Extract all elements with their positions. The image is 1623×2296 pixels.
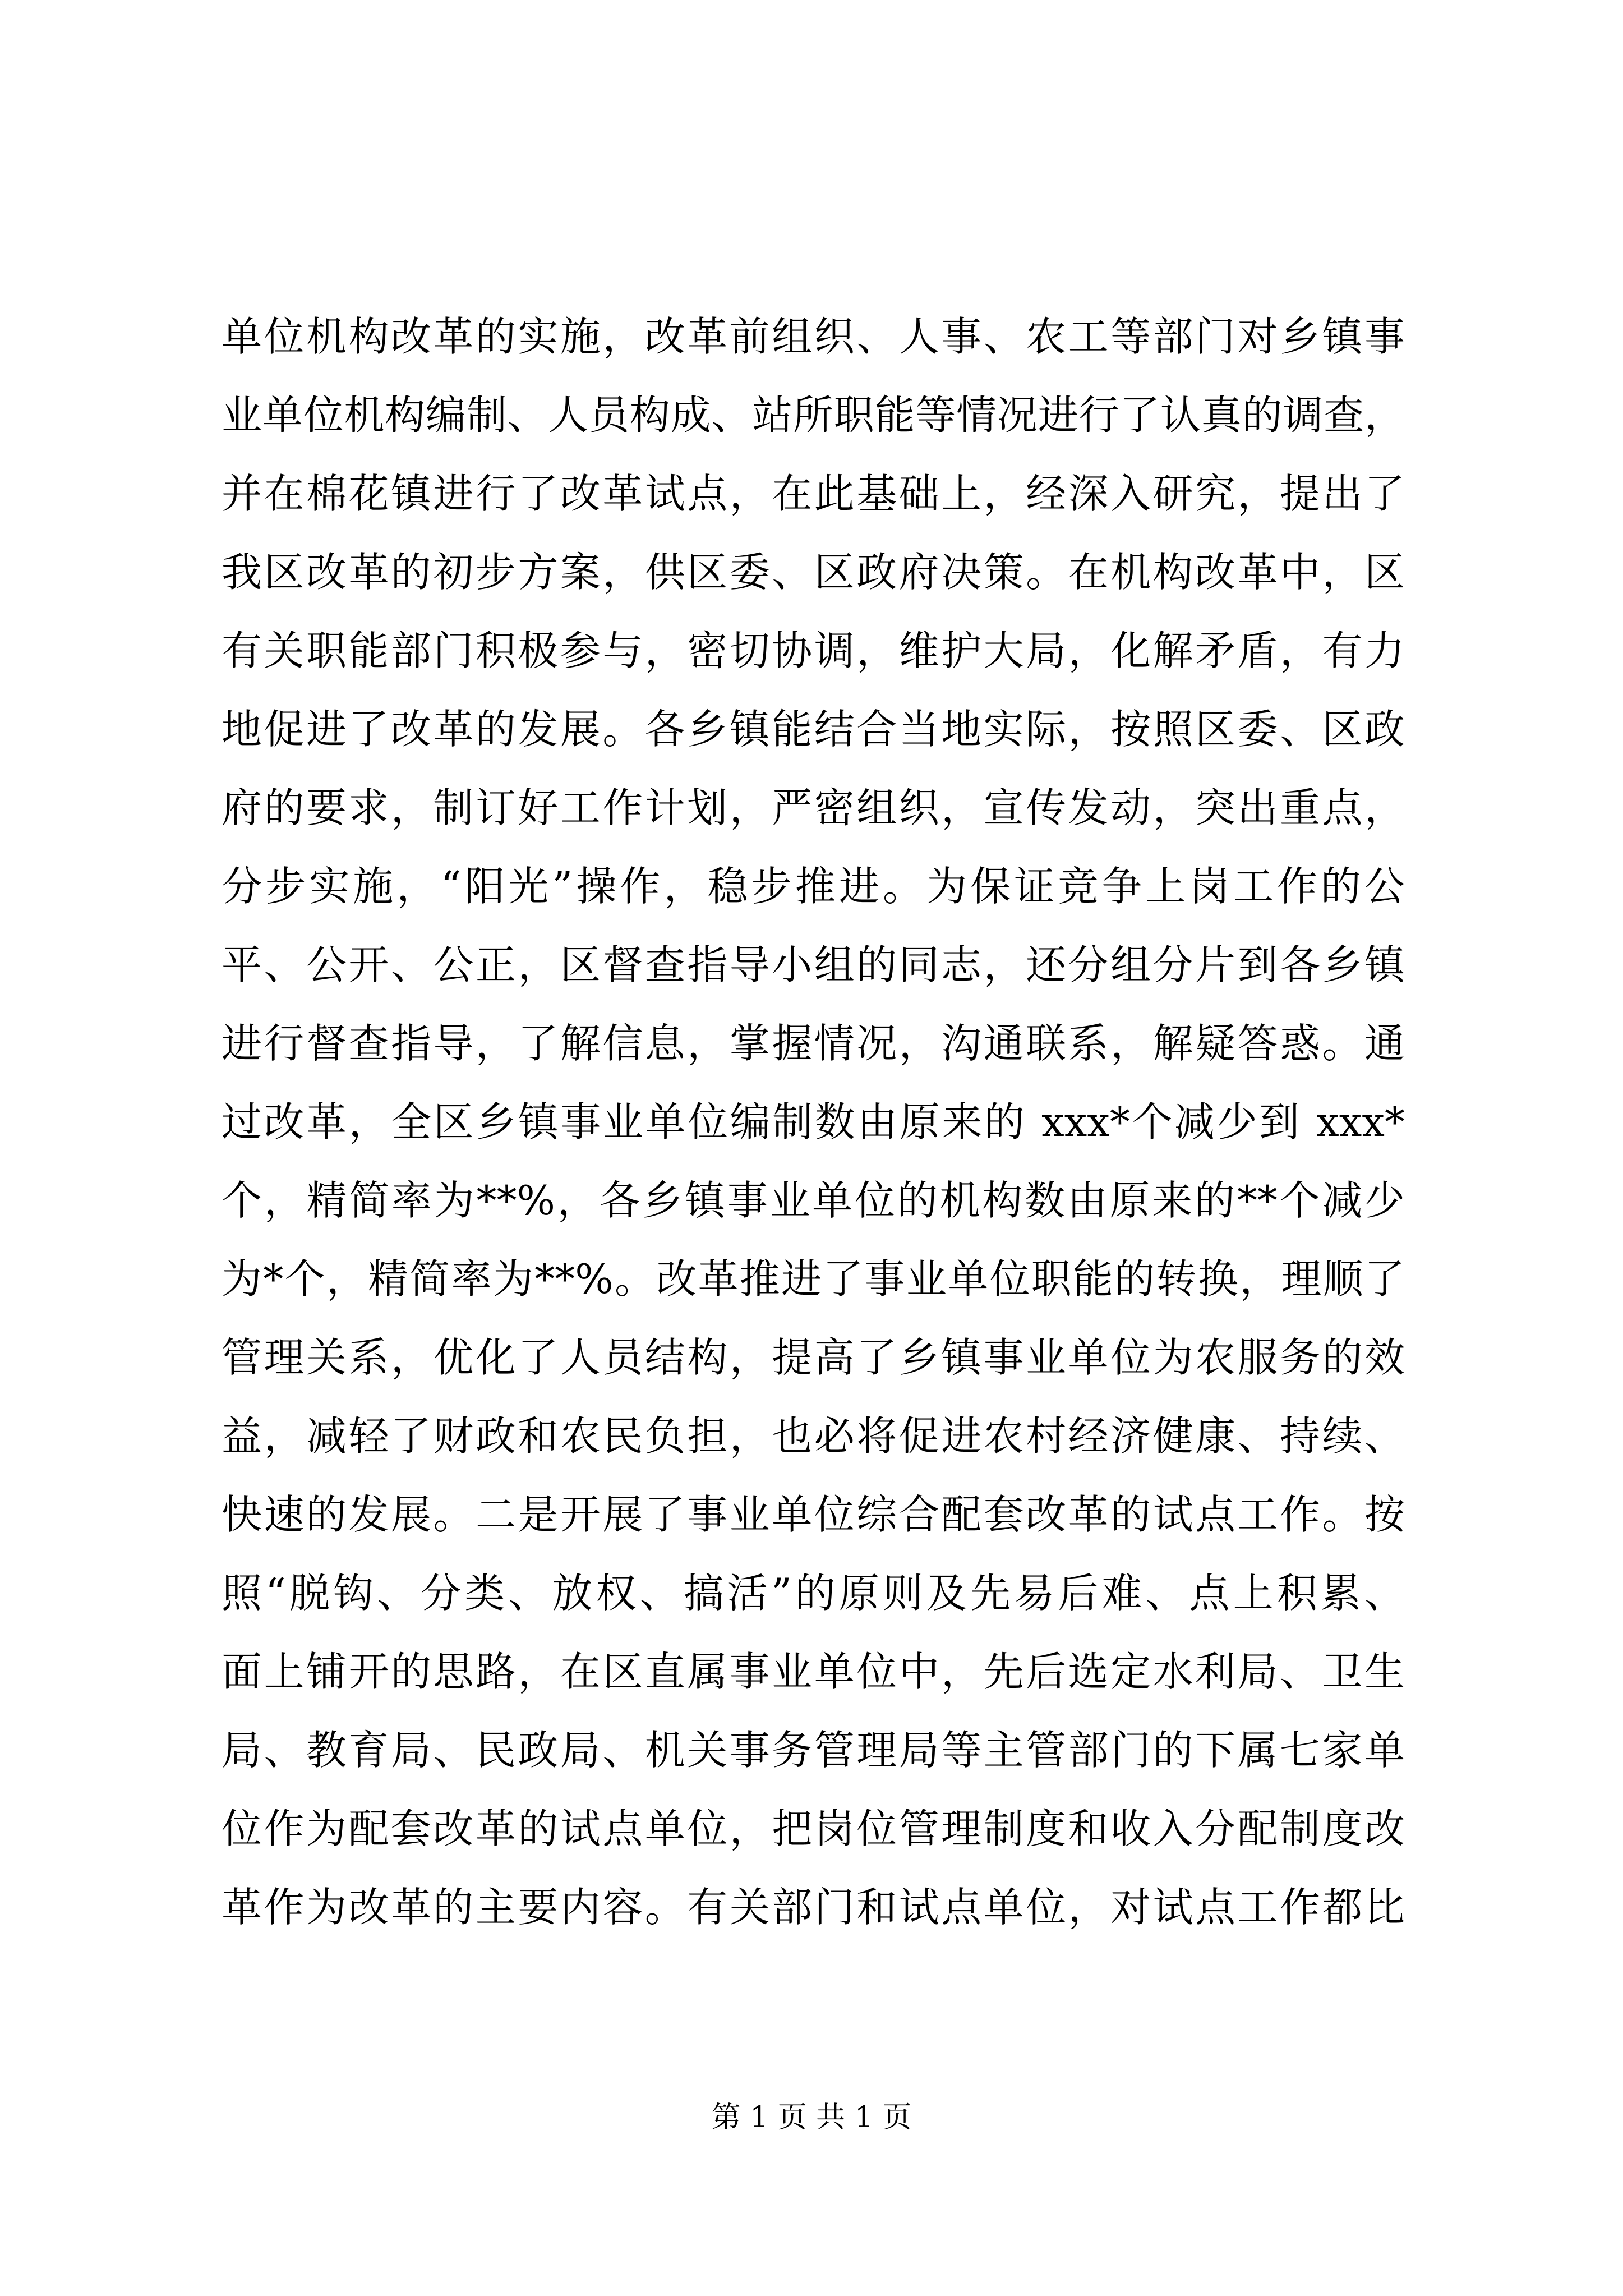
text-line: 我区改革的初步方案，供区委、区政府决策。在机构改革中，区	[222, 549, 1405, 596]
text-line: 单位机构改革的实施，改革前组织、人事、农工等部门对乡镇事	[222, 313, 1405, 360]
body-text	[222, 297, 1405, 1947]
text-line: 个，精简率为**%，各乡镇事业单位的机构数由原来的**个减少	[222, 1177, 1405, 1224]
text-line: 位作为配套改革的试点单位，把岗位管理制度和收入分配制度改	[222, 1805, 1405, 1852]
page-footer: 第 1 页 共 1 页	[711, 2101, 912, 2134]
text-line: 业单位机构编制、人员构成、站所职能等情况进行了认真的调查，	[222, 392, 1405, 439]
text-line: 管理关系，优化了人员结构，提高了乡镇事业单位为农服务的效	[222, 1334, 1405, 1381]
text-line: 益，减轻了财政和农民负担，也必将促进农村经济健康、持续、	[222, 1412, 1405, 1460]
text-line: 有关职能部门积极参与，密切协调，维护大局，化解矛盾，有力	[222, 627, 1405, 674]
text-line: 过改革，全区乡镇事业单位编制数由原来的 xxx*个减少到 xxx*	[222, 1098, 1405, 1145]
text-line: 面上铺开的思路，在区直属事业单位中，先后选定水利局、卫生	[222, 1648, 1405, 1695]
text-line: 快速的发展。二是开展了事业单位综合配套改革的试点工作。按	[222, 1491, 1405, 1538]
text-line: 平、公开、公正，区督查指导小组的同志，还分组分片到各乡镇	[222, 941, 1405, 988]
text-line: 分步实施，“阳光”操作，稳步推进。为保证竞争上岗工作的公	[222, 863, 1405, 910]
text-line: 照“脱钩、分类、放权、搞活”的原则及先易后难、点上积累、	[222, 1570, 1405, 1617]
text-line: 府的要求，制订好工作计划，严密组织，宣传发动，突出重点，	[222, 784, 1405, 831]
text-line: 并在棉花镇进行了改革试点，在此基础上，经深入研究，提出了	[222, 470, 1405, 517]
text-line: 局、教育局、民政局、机关事务管理局等主管部门的下属七家单	[222, 1727, 1405, 1774]
text-line: 进行督查指导，了解信息，掌握情况，沟通联系，解疑答惑。通	[222, 1020, 1405, 1067]
text-line: 地促进了改革的发展。各乡镇能结合当地实际，按照区委、区政	[222, 706, 1405, 753]
text-line: 革作为改革的主要内容。有关部门和试点单位，对试点工作都比	[222, 1884, 1405, 1931]
text-line: 为*个，精简率为**%。改革推进了事业单位职能的转换，理顺了	[222, 1255, 1405, 1303]
